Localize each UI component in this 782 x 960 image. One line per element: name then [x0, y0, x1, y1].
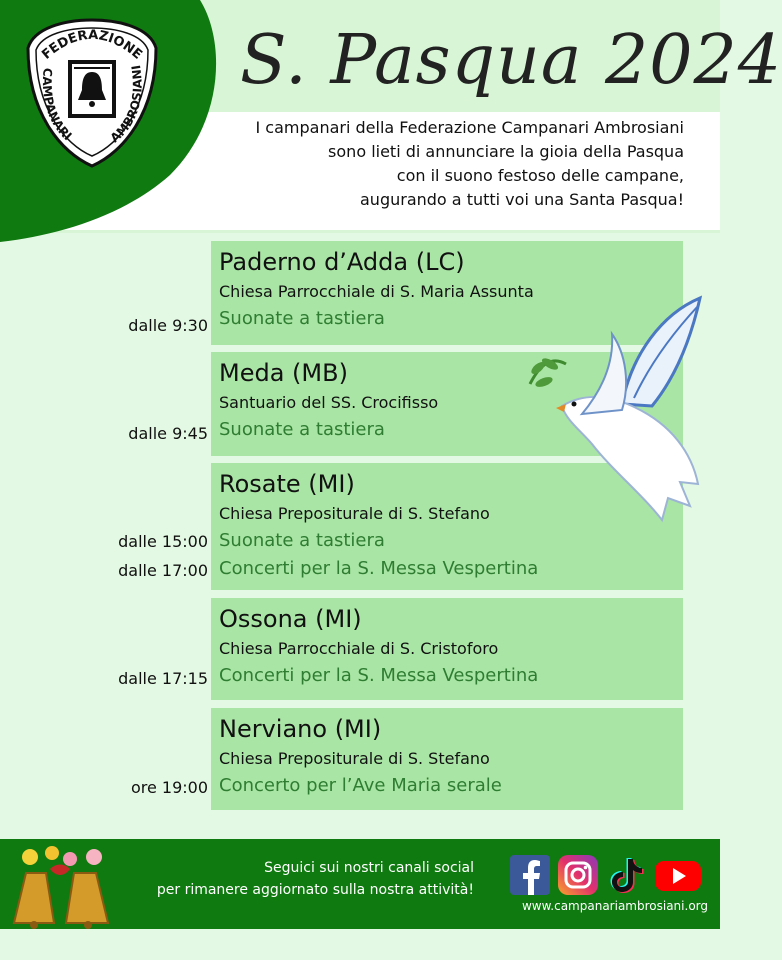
social-text: [157, 857, 474, 901]
event-place: Meda (MB): [219, 359, 348, 387]
event-church: Chiesa Prepositurale di S. Stefano: [219, 749, 490, 768]
intro-line: con il suono festoso delle campane,: [396, 166, 684, 185]
event-time: dalle 15:00: [118, 532, 208, 551]
tiktok-icon[interactable]: [606, 855, 646, 895]
event-church: Santuario del SS. Crocifisso: [219, 393, 439, 412]
social-icons: [510, 855, 702, 895]
easter-bells-icon: [10, 843, 116, 929]
event-activity: Concerti per la S. Messa Vespertina: [219, 665, 539, 686]
event-activity: Concerti per la S. Messa Vespertina: [219, 558, 539, 579]
event-activity: Suonate a tastiera: [219, 530, 385, 551]
social-line: per rimanere aggiornato sulla nostra attività!: [156, 882, 474, 898]
youtube-icon[interactable]: [654, 855, 702, 895]
social-line: Seguici sui nostri canali social: [264, 860, 474, 876]
intro-line: augurando a tutti voi una Santa Pasqua!: [360, 190, 684, 209]
website-link[interactable]: www.campanariambrosiani.org: [521, 899, 708, 913]
event-place: Rosate (MI): [219, 470, 355, 498]
event-time: dalle 17:00: [118, 561, 208, 580]
event-time: ore 19:00: [130, 778, 208, 797]
instagram-icon[interactable]: [558, 855, 598, 895]
event-activity: Concerto per l’Ave Maria serale: [219, 775, 502, 796]
federation-logo: [24, 16, 160, 168]
event-church: Chiesa Prepositurale di S. Stefano: [219, 504, 490, 523]
intro-line: I campanari della Federazione Campanari Ambrosiani: [255, 118, 684, 137]
event-place: Nerviano (MI): [219, 715, 382, 743]
footer-bar: [0, 839, 720, 929]
event-place: Paderno d’Adda (LC): [219, 248, 465, 276]
event-card: [211, 598, 683, 700]
event-place: Ossona (MI): [219, 605, 362, 633]
svg-text:AMBROSIANI: AMBROSIANI: [107, 64, 145, 146]
event-activity: Suonate a tastiera: [219, 308, 385, 329]
page-title: S. Pasqua 2024: [240, 21, 782, 100]
event-time: dalle 9:30: [128, 316, 208, 335]
svg-text:FEDERAZIONE: FEDERAZIONE: [39, 27, 145, 63]
event-time: dalle 17:15: [118, 669, 208, 688]
event-card: [211, 708, 683, 810]
facebook-icon[interactable]: [510, 855, 550, 895]
event-time: dalle 9:45: [128, 424, 208, 443]
intro-line: sono lieti di annunciare la gioia della Pasqua: [328, 142, 684, 161]
event-church: Chiesa Parrocchiale di S. Cristoforo: [219, 639, 499, 658]
event-activity: Suonate a tastiera: [219, 419, 385, 440]
dove-icon: [522, 294, 712, 526]
event-church: Chiesa Parrocchiale di S. Maria Assunta: [219, 282, 534, 301]
svg-text:CAMPANARI: CAMPANARI: [39, 67, 75, 144]
intro-text: [164, 116, 684, 212]
